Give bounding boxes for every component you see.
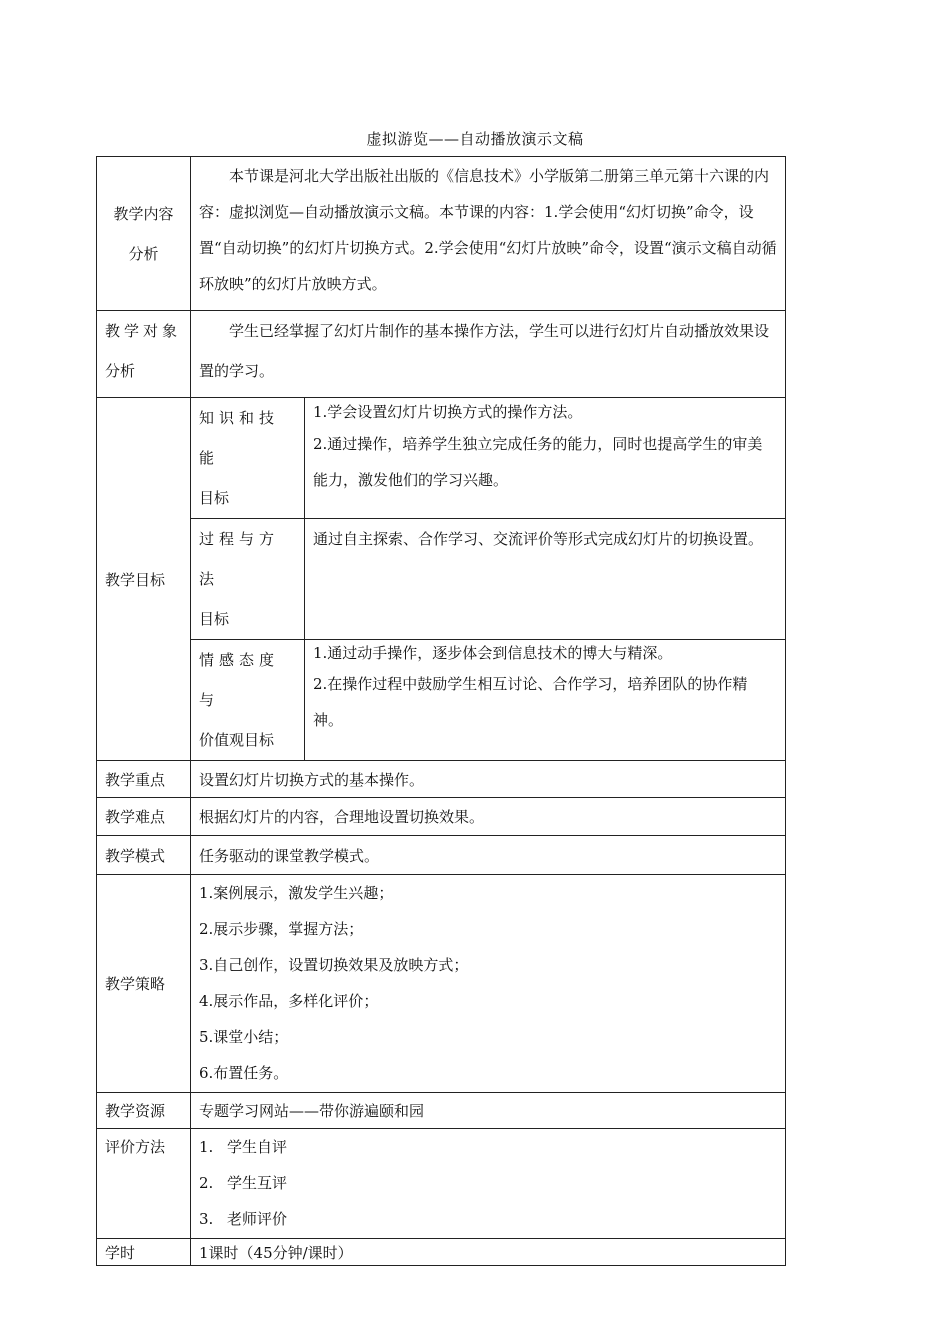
knowledge-item-1: 1.学会设置幻灯片切换方式的操作方法。: [313, 403, 583, 421]
emotion-label: [191, 640, 305, 761]
object-analysis-text: 学生已经掌握了幻灯片制作的基本操作方法，学生可以进行幻灯片自动播放效果设置的学习。: [191, 311, 786, 398]
knowledge-label: [191, 398, 305, 519]
key-point-text: 设置幻灯片切换方式的基本操作。: [191, 761, 786, 798]
row-objective-knowledge: [97, 398, 786, 519]
row-hours: [97, 1239, 786, 1266]
row-objective-emotion: [97, 640, 786, 761]
objectives-label: 教学目标: [97, 398, 191, 761]
evaluation-item: [199, 1129, 777, 1165]
knowledge-items: [305, 398, 786, 519]
row-objective-process: [97, 519, 786, 640]
strategy-item: 2.展示步骤，掌握方法；: [199, 920, 364, 938]
emotion-label-line2: 价值观目标: [199, 731, 275, 749]
resources-text: 专题学习网站——带你游遍颐和园: [191, 1093, 786, 1129]
emotion-item-1: 1.通过动手操作，逐步体会到信息技术的博大与精深。: [313, 644, 673, 662]
resources-label: 教学资源: [97, 1093, 191, 1129]
strategy-item: 3.自己创作，设置切换效果及放映方式；: [199, 956, 469, 974]
hours-text: 1课时（45分钟/课时）: [191, 1239, 786, 1266]
content-analysis-text: 本节课是河北大学出版社出版的《信息技术》小学版第二册第三单元第十六课的内容：虚拟浏览—自动播放演示文稿。本节课的内容：1.学会使用“幻灯切换”命令，设置“自动切换”的幻灯片切换方式。2.学会使用“幻灯片放映”命令，设置“演示文稿自动循环放映”的幻灯片放映方式。: [191, 157, 786, 311]
object-analysis-label-line1: 教学对象: [105, 322, 182, 340]
evaluation-item-number: 1.: [199, 1138, 214, 1156]
evaluation-item-number: 2.: [199, 1174, 214, 1192]
evaluation-item: [199, 1201, 777, 1237]
strategy-item: 6.布置任务。: [199, 1064, 289, 1082]
knowledge-item-2: 2.通过操作，培养学生独立完成任务的能力，同时也提高学生的审美能力，激发他们的学习兴趣。: [313, 435, 763, 489]
difficulty-label: 教学难点: [97, 798, 191, 836]
emotion-items: [305, 640, 786, 761]
evaluation-item-text: 学生互评: [227, 1174, 288, 1192]
row-mode: [97, 836, 786, 875]
emotion-item-2: 2.在操作过程中鼓励学生相互讨论、合作学习，培养团队的协作精神。: [313, 675, 748, 729]
process-text: 通过自主探索、合作学习、交流评价等形式完成幻灯片的切换设置。: [305, 519, 786, 640]
difficulty-text: 根据幻灯片的内容，合理地设置切换效果。: [191, 798, 786, 836]
row-strategy: [97, 875, 786, 1093]
hours-label: 学时: [97, 1239, 191, 1266]
object-analysis-label: [97, 311, 191, 398]
content-analysis-label: [97, 157, 191, 311]
process-label: [191, 519, 305, 640]
content-analysis-label-line1: 教学内容: [113, 204, 174, 223]
evaluation-label: 评价方法: [97, 1129, 191, 1239]
row-resources: [97, 1093, 786, 1129]
strategy-items: [191, 875, 786, 1093]
row-key-point: [97, 761, 786, 798]
evaluation-item-text: 老师评价: [227, 1210, 288, 1228]
strategy-label: 教学策略: [97, 875, 191, 1093]
row-difficulty: [97, 798, 786, 836]
knowledge-label-line2: 目标: [199, 489, 230, 507]
process-label-line1: 过程与方法: [199, 530, 280, 588]
evaluation-item-number: 3.: [199, 1210, 214, 1228]
page-title: 虚拟游览——自动播放演示文稿: [366, 130, 584, 148]
knowledge-label-line1: 知识和技能: [199, 409, 280, 467]
process-label-line2: 目标: [199, 610, 230, 628]
content-analysis-label-line2: 分析: [128, 244, 159, 263]
emotion-label-line1: 情感态度与: [199, 651, 280, 709]
evaluation-items: [191, 1129, 786, 1239]
evaluation-item-text: 学生自评: [227, 1138, 288, 1156]
strategy-item: 1.案例展示，激发学生兴趣；: [199, 884, 394, 902]
strategy-item: 4.展示作品，多样化评价；: [199, 992, 379, 1010]
key-point-label: 教学重点: [97, 761, 191, 798]
row-evaluation: [97, 1129, 786, 1239]
strategy-item: 5.课堂小结；: [199, 1028, 289, 1046]
object-analysis-label-line2: 分析: [105, 362, 136, 380]
evaluation-item: [199, 1165, 777, 1201]
row-content-analysis: [97, 157, 786, 311]
lesson-plan-table: [96, 156, 786, 1266]
mode-label: 教学模式: [97, 836, 191, 875]
mode-text: 任务驱动的课堂教学模式。: [191, 836, 786, 875]
row-object-analysis: [97, 311, 786, 398]
